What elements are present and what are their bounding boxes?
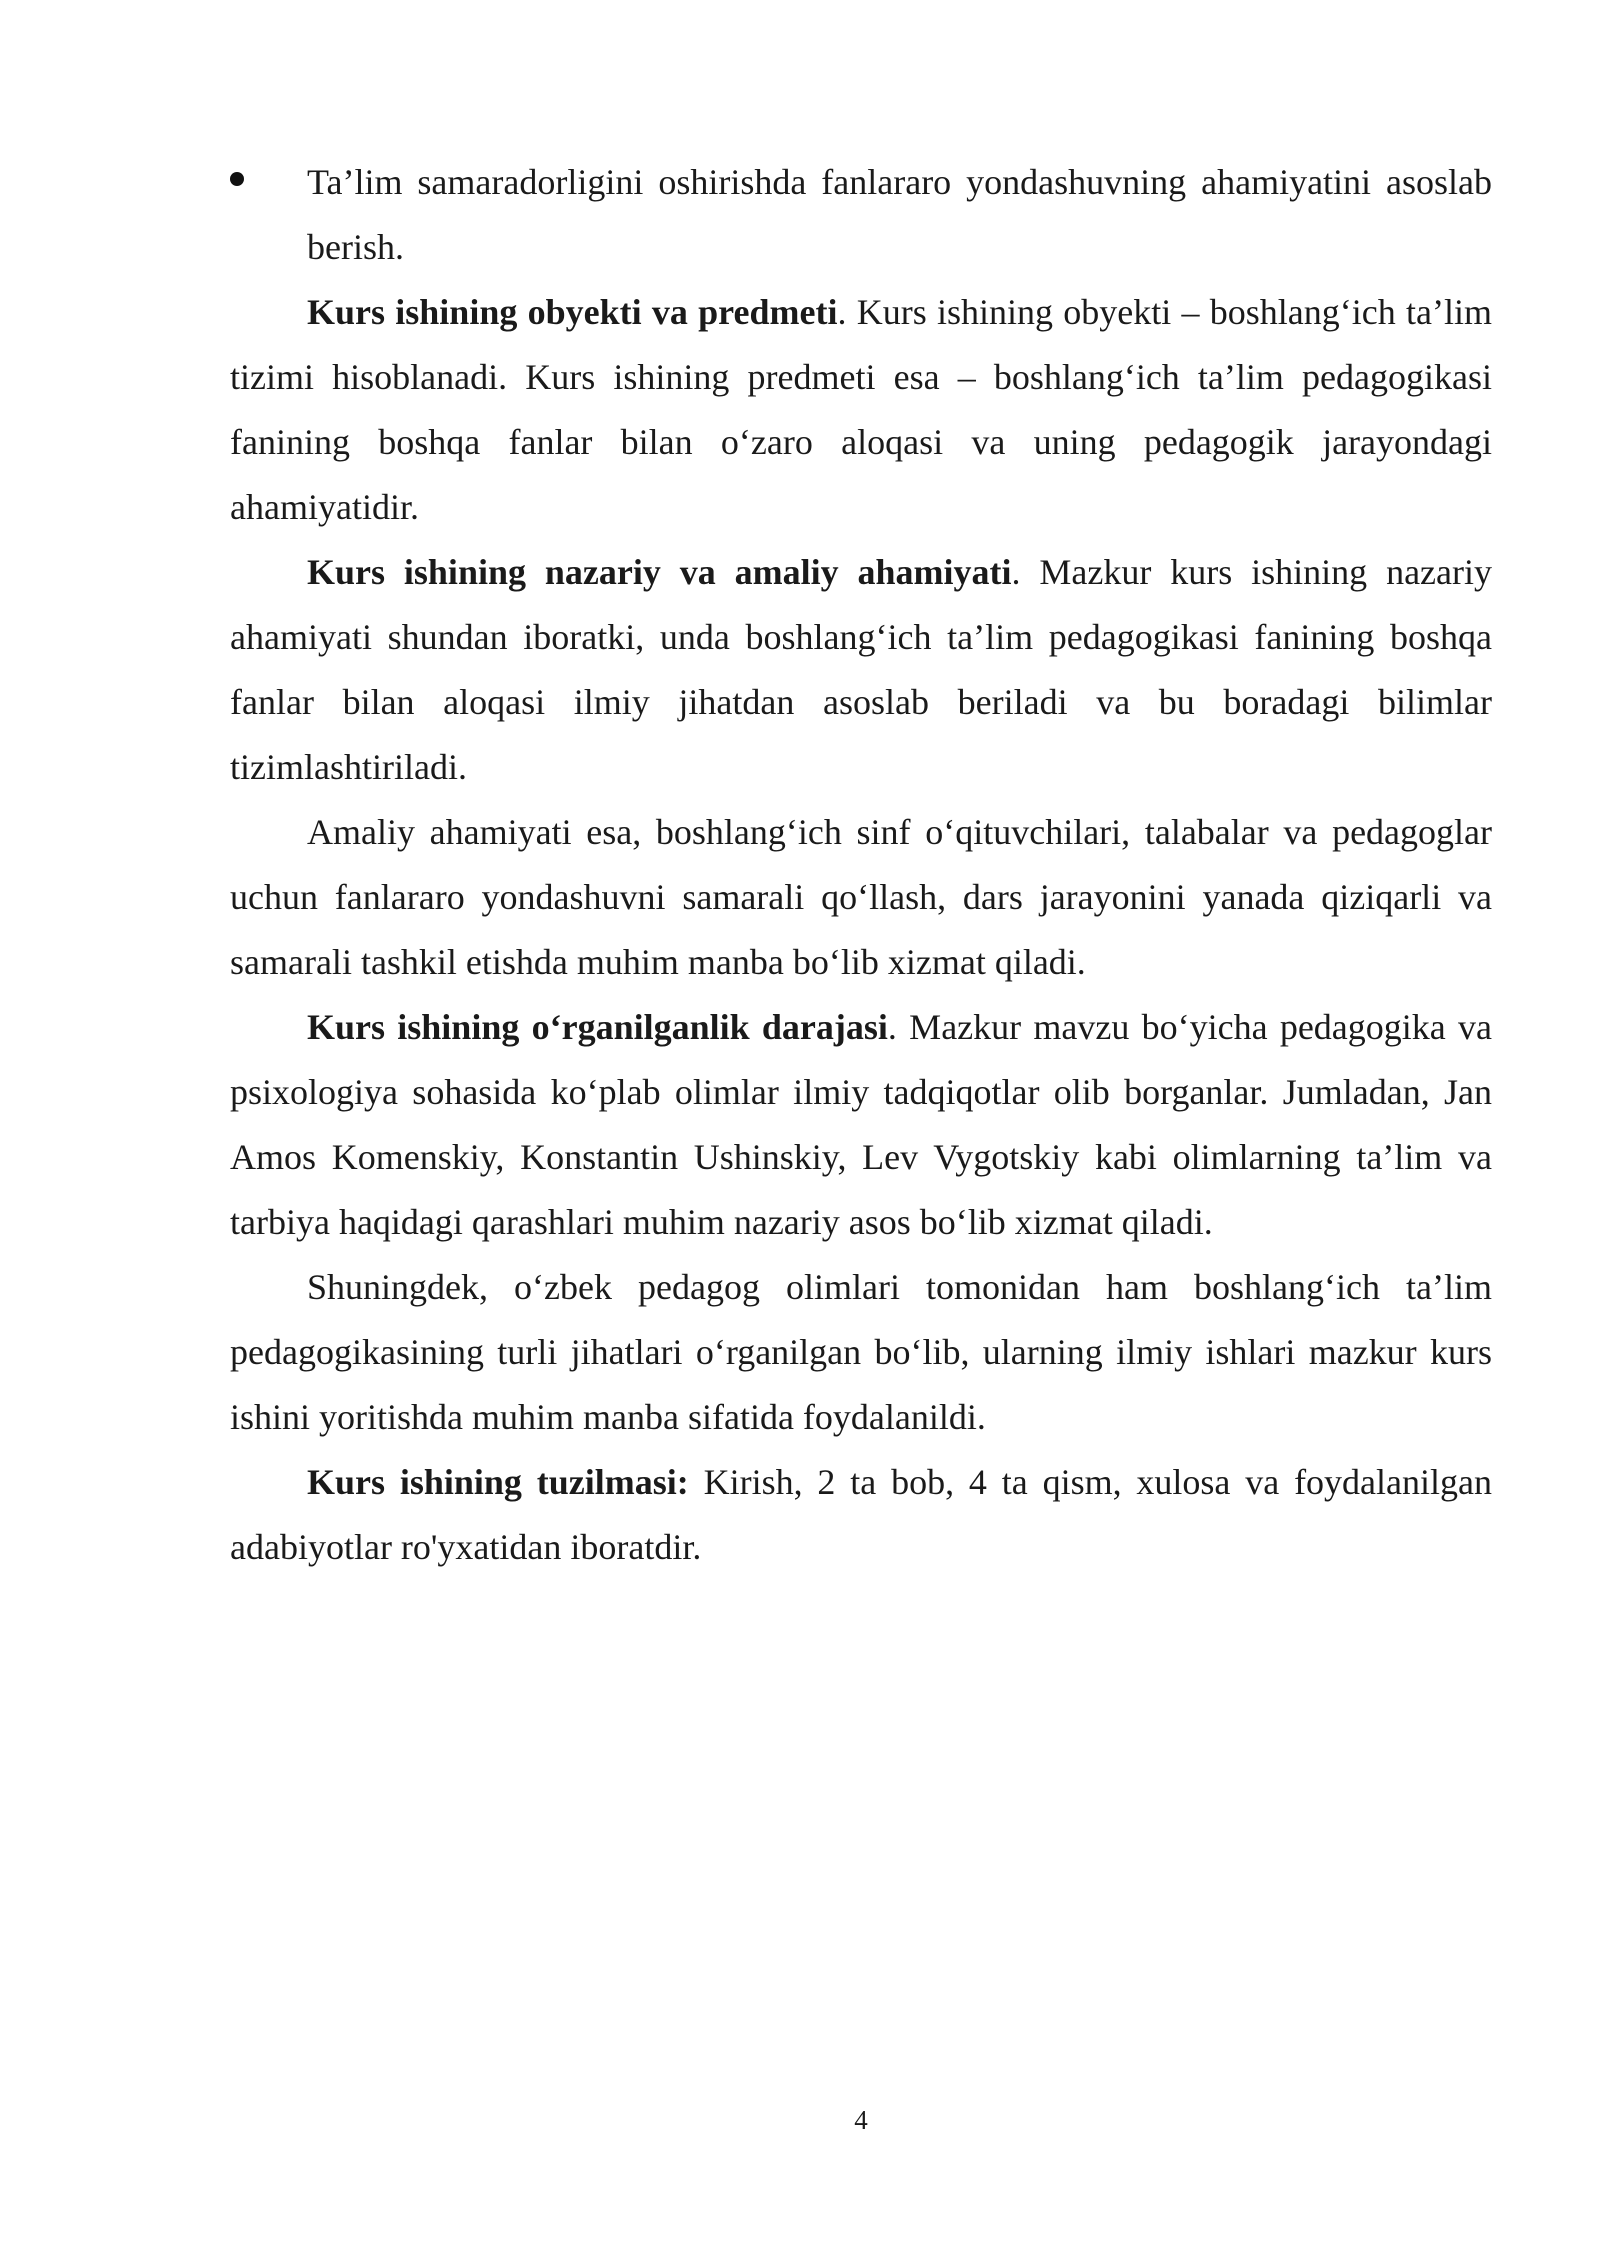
paragraph-object-subject [230, 280, 1492, 540]
paragraph-degree-of-study [230, 995, 1492, 1255]
bullet-text: Ta’lim samaradorligini oshirishda fanlararo yondashuvning ahamiyatini asoslab berish. [307, 162, 1492, 267]
paragraph-structure [230, 1450, 1492, 1580]
paragraph-text: . Mazkur mavzu bo‘yicha pedagogika va psixologiya sohasida ko‘plab olimlar ilmiy tadqiqotlar olib borganlar. Jumladan, Jan Amos Komenskiy, Konstantin Ushinskiy, Lev Vygotskiy kabi olimlarning ta’lim va tarbiya haqidagi qarashlari muhim nazariy asos bo‘lib xizmat qiladi. [230, 1007, 1492, 1242]
paragraph-text: Kirish, 2 ta bob, 4 ta qism, xulosa va foydalanilgan adabiyotlar ro'yxatidan iboratdir. [230, 1462, 1492, 1567]
paragraph-heading: Kurs ishining tuzilmasi: [307, 1462, 689, 1502]
paragraph-uzbek-scholars [230, 1255, 1492, 1450]
bullet-item [230, 150, 1492, 280]
paragraph-heading: Kurs ishining obyekti va predmeti [307, 292, 838, 332]
page-number: 4 [854, 2105, 868, 2135]
paragraph-text: Amaliy ahamiyati esa, boshlang‘ich sinf o‘qituvchilari, talabalar va pedagoglar uchun fanlararo yondashuvni samarali qo‘llash, dars jarayonini yanada qiziqarli va samarali tashkil etishda muhim manba bo‘lib xizmat qiladi. [230, 812, 1492, 982]
paragraph-practical-significance [230, 800, 1492, 995]
paragraph-text: Shuningdek, o‘zbek pedagog olimlari tomonidan ham boshlang‘ich ta’lim pedagogikasining turli jihatlari o‘rganilgan bo‘lib, ularning ilmiy ishlari mazkur kurs ishini yoritishda muhim manba sifatida foydalanildi. [230, 1267, 1492, 1437]
paragraph-heading: Kurs ishining nazariy va amaliy ahamiyati [307, 552, 1012, 592]
paragraph-heading: Kurs ishining o‘rganilganlik darajasi [307, 1007, 888, 1047]
bullet-dot-icon [230, 172, 244, 186]
paragraph-text: . Kurs ishining obyekti – boshlang‘ich ta’lim tizimi hisoblanadi. Kurs ishining predmeti esa – boshlang‘ich ta’lim pedagogikasi fanining boshqa fanlar bilan o‘zaro aloqasi va uning pedagogik jarayondagi ahamiyatidir. [230, 292, 1492, 527]
document-page [230, 150, 1492, 1580]
paragraph-text: . Mazkur kurs ishining nazariy ahamiyati shundan iboratki, unda boshlang‘ich ta’lim pedagogikasi fanining boshqa fanlar bilan aloqasi ilmiy jihatdan asoslab beriladi va bu boradagi bilimlar tizimlashtiriladi. [230, 552, 1492, 787]
paragraph-significance [230, 540, 1492, 800]
